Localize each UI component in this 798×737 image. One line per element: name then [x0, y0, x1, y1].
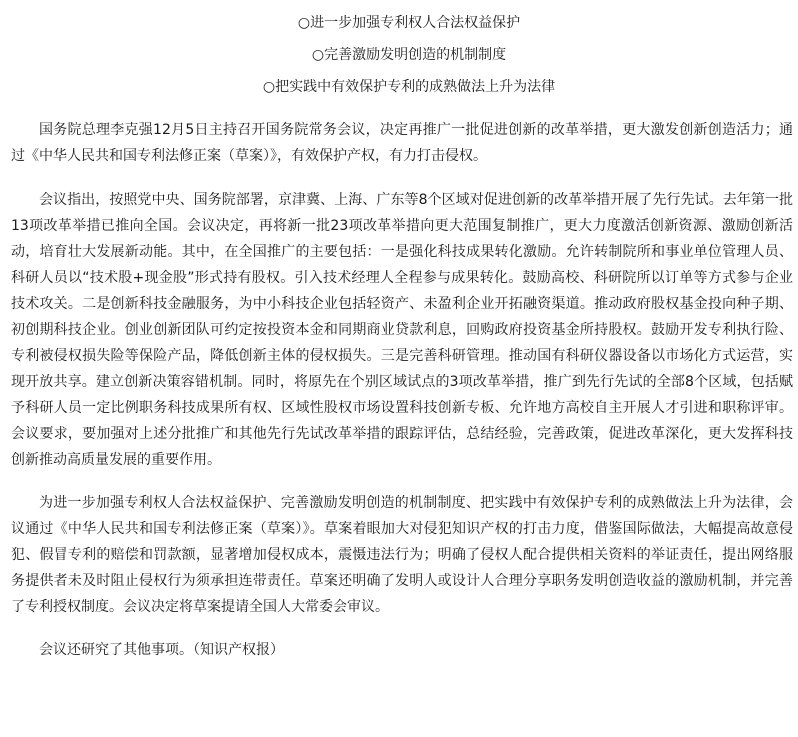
paragraph-patent-law: 为进一步加强专利权人合法权益保护、完善激励发明创造的机制制度、把实践中有效保护专利的成熟做法上升为法律，会议通过《中华人民共和国专利法修正案（草案）》。草案着眼加大对侵犯知识产权的打击力度，借鉴国际做法，大幅提高故意侵犯、假冒专利的赔偿和罚款额，显著增加侵权成本，震慑违法行为；明确了侵权人配合提供相关资料的举证责任，提出网络服务提供者未及时阻止侵权行为须承担连带责任。草案还明确了发明人或设计人合理分享职务发明创造收益的激励机制，并完善了专利授权制度。会议决定将草案提请全国人大常委会审议。: [11, 495, 793, 615]
paragraph-reform-measures: 会议指出，按照党中央、国务院部署，京津冀、上海、广东等8个区域对促进创新的改革举措开展了先行先试。去年第一批13项改革举措已推向全国。会议决定，再将新一批23项改革举措向更大范围复制推广，更大力度激活创新资源、激励创新活动，培育壮大发展新动能。其中，在全国推广的主要包括：一是强化科技成果转化激励。允许转制院所和事业单位管理人员、科研人员以“技术股+现金股”形式持有股权。引入技术经理人全程参与成果转化。鼓励高校、科研院所以订单等方式参与企业技术攻关。二是创新科技金融服务，为中小科技企业包括轻资产、未盈利企业开拓融资渠道。推动政府股权基金投向种子期、初创期科技企业。创业创新团队可约定按投资本金和同期商业贷款利息，回购政府投资基金所持股权。鼓励开发专利执行险、专利被侵权损失险等保险产品，降低创新主体的侵权损失。三是完善科研管理。推动国有科研仪器设备以市场化方式运营，实现开放共享。建立创新决策容错机制。同时，将原先在个别区域试点的3项改革举措，推广到先行先试的全部8个区域，包括赋予科研人员一定比例职务科技成果所有权、区域性股权市场设置科技创新专板、允许地方高校自主开展人才引进和职称评审。会议要求，要加强对上述分批推广和其他先行先试改革举措的跟踪评估，总结经验，完善政策，促进改革深化，更大发挥科技创新推动高质量发展的重要作用。: [11, 192, 793, 468]
article: [11, 0, 793, 663]
paragraph-closing: 会议还研究了其他事项。（知识产权报）: [39, 642, 284, 658]
headline-2: ○完善激励发明创造的机制制度: [311, 47, 507, 63]
headline-list: [11, 0, 793, 103]
headline-3: ○把实践中有效保护专利的成熟做法上升为法律: [262, 79, 556, 95]
paragraph-intro: 国务院总理李克强12月5日主持召开国务院常务会议，决定再推广一批促进创新的改革举措，更大激发创新创造活力；通过《中华人民共和国专利法修正案（草案）》，有效保护产权，有力打击侵权。: [11, 122, 793, 164]
headline-1: ○进一步加强专利权人合法权益保护: [297, 15, 521, 31]
